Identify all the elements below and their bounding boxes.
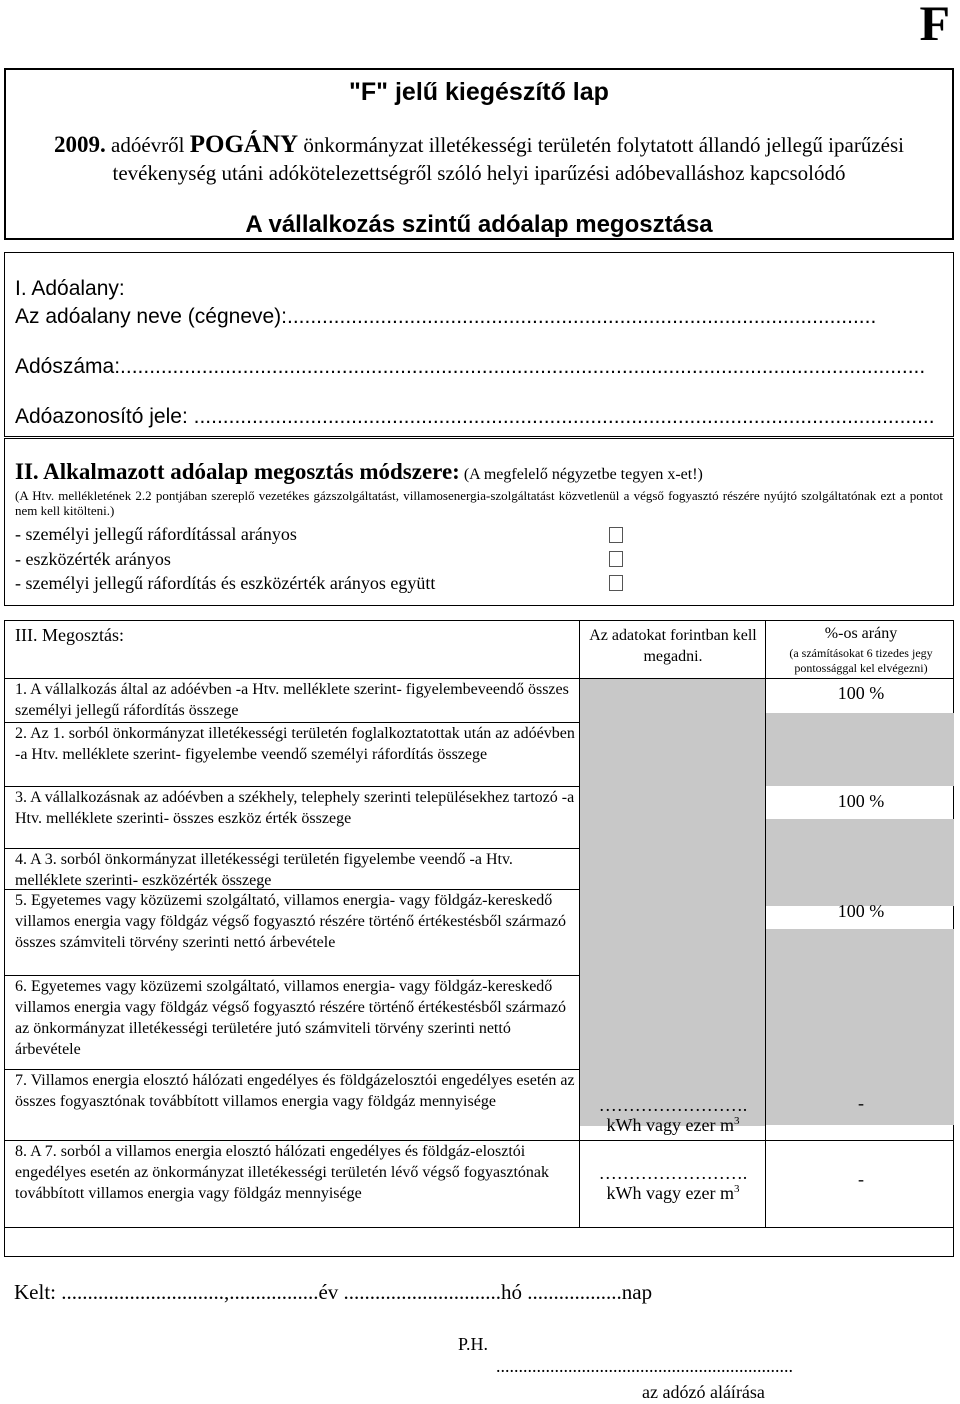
tax-number-field[interactable]: Adószáma:.......................................................................................................................................... [15,355,926,378]
row-7-label: 7. Villamos energia elosztó hálózati engedélyes és földgázelosztói engedélyes esetén az összes fogyasztónak továbbított villamos energia vagy földgáz mennyisége [15,1072,575,1110]
row-8-pct: - [858,1169,864,1189]
municipality-name: POGÁNY [189,131,299,158]
row-5-label: 5. Egyetemes vagy közüzemi szolgáltató, villamos energia- vagy földgáz-kereskedő villamos energia vagy földgáz végső fogyasztó részére történő értékestésből származó összes számviteli törvény szerinti nettó árbevétele [15,892,567,951]
date-field[interactable]: Kelt: ...............................,.................év ..............................hó ..................nap [14,1280,653,1304]
row-7-amount-dots[interactable]: ……………………. [598,1095,748,1115]
row-7-amount-unit: kWh vagy ezer $m^3$ [606,1115,740,1135]
pct-shaded-1 [766,713,954,786]
row-6-label: 6. Egyetemes vagy közüzemi szolgáltató, villamos energia- vagy földgáz-kereskedő villamos energia vagy földgáz végső fogyasztó részére történő értékestésből származó az önkormányzat illetékességi területére jutó számviteli törvény szerinti nettó árbevétele [15,978,567,1058]
row-8-amount-dots[interactable]: ……………………. [598,1163,748,1183]
pct-column-note: (a számításokat 6 tizedes jegy pontossággal kel elvégezni) [789,646,933,675]
amount-shaded-area [579,678,765,1108]
amount-column-header: Az adatokat forintban kell megadni. [589,627,757,665]
tax-year: 2009. [54,132,106,157]
row-8-amount-unit: kWh vagy ezer $m^3$ [606,1183,740,1203]
section1-title: I. Adóalany: [15,277,125,300]
form-title: "F" jelű kiegészítő lap [349,78,609,106]
method-option-assets: - eszközérték arányos [15,549,171,569]
form-subtitle: A vállalkozás szintű adóalap megosztása [245,211,713,238]
method-option-personnel: - személyi jellegű ráfordítással arányos [15,524,297,544]
col-divider-1 [579,621,580,1227]
section2-heading [15,459,703,485]
section-allocation-table [4,620,954,1257]
method-option-combined: - személyi jellegű ráfordítás és eszközérték arányos együtt [15,573,436,593]
section-taxpayer [4,252,954,437]
section2-note: (A Htv. mellékletének 2.2 pontjában szereplő vezetékes gázszolgáltatást, villamosenergia-szolgáltatást közvetlenül a végső fogyasztó részére nyújtó szolgáltatónak ezt a pontot nem kell kitölteni.) [15,488,943,518]
tax-id-field[interactable]: Adóazonosító jele: ............................................................................................................................... [15,405,935,428]
row-2-label: 2. Az 1. sorból önkormányzat illetékességi területén foglalkoztatottak után az adóévben -a Htv. melléklete szerint- figyelembe veendő személyi ráfordítás összege [15,725,575,763]
header-line-1 [6,132,952,158]
form-letter: F [919,0,950,51]
row-5-pct: 100 % [837,901,885,921]
section3-title: III. Megosztás: [15,625,124,645]
row-4-label: 4. A 3. sorból önkormányzat illetékességi területén figyelembe veendő -a Htv. melléklete szerinti- eszközérték összege [15,851,513,889]
pct-shaded-2 [766,819,954,906]
signature-line[interactable]: .................................................................. [496,1356,793,1376]
pct-column-header: %-os arány [824,625,898,642]
taxpayer-name-field[interactable]: Az adóalany neve (cégneve):..................................................................................................... [15,305,877,328]
header-box [4,68,954,240]
pct-shaded-3 [766,929,954,1081]
col-divider-2 [765,621,766,1227]
row-3-pct: 100 % [837,791,885,811]
signature-label: az adózó aláírása [642,1382,765,1402]
header-text-a: adóévről [111,133,185,157]
section2-title-note: (A megfelelő négyzetbe tegyen x-et!) [463,466,703,483]
section-method [4,438,954,606]
method-checkbox-combined[interactable] [609,575,623,591]
section2-title: II. Alkalmazott adóalap megosztás módszere: [15,459,460,484]
stamp-label: P.H. [458,1334,489,1354]
row-1-pct: 100 % [837,683,885,703]
method-checkbox-assets[interactable] [609,551,623,567]
row-8-label: 8. A 7. sorból a villamos energia elosztó hálózati engedélyes és földgáz-elosztói engedélyes esetén az önkormányzat illetékességi területén lévő végső fogyasztónak továbbított villamos energia vagy földgáz mennyisége [15,1143,550,1202]
method-checkbox-personnel[interactable] [609,527,623,543]
header-line-2: tevékenység utáni adókötelezettségről szóló helyi iparűzési adóbevalláshoz kapcsolódó [112,161,846,185]
row-3-label: 3. A vállalkozásnak az adóévben a székhely, telephely szerinti településekhez tartozó -a Htv. melléklete szerinti- összes eszköz érték összege [15,789,575,827]
header-text-b: önkormányzat illetékességi területén folytatott állandó jellegű iparűzési [303,133,904,157]
row-line [5,1227,953,1228]
row-1-label: 1. A vállalkozás által az adóévben -a Htv. melléklete szerint- figyelembeveendő összes személyi jellegű ráfordítás összege [15,681,569,719]
row-7-pct: - [858,1093,864,1113]
